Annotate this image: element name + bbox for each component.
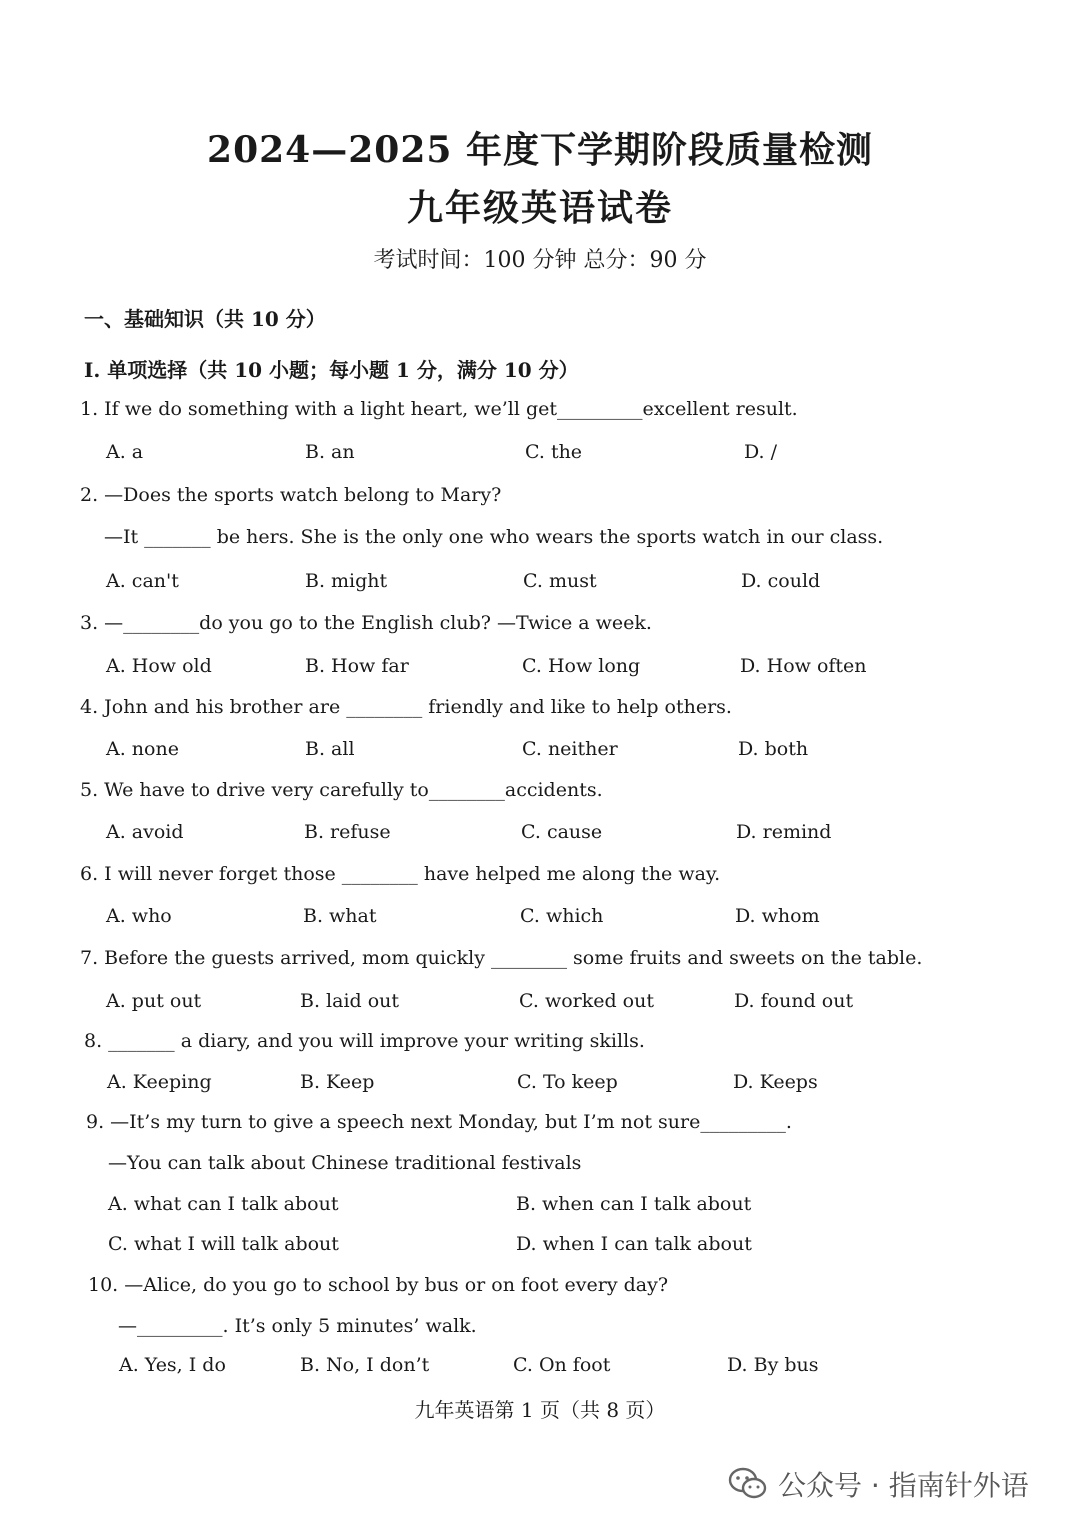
question-text: 3. —________do you go to the English club? —Twice a week. bbox=[80, 612, 652, 634]
watermark-text: 公众号 · 指南针外语 bbox=[778, 1469, 1029, 1502]
part-heading: 一、基础知识（共 10 分） bbox=[84, 307, 326, 331]
question-text: 10. —Alice, do you go to school by bus or on foot every day? bbox=[88, 1274, 669, 1296]
option: D. / bbox=[744, 441, 778, 463]
option: A. How old bbox=[106, 655, 212, 677]
option: B. How far bbox=[305, 655, 409, 677]
option: A. who bbox=[106, 905, 172, 927]
option: D. How often bbox=[740, 655, 867, 677]
question-text: 5. We have to drive very carefully to________accidents. bbox=[80, 779, 603, 801]
option: C. the bbox=[525, 441, 583, 463]
option: D. By bus bbox=[727, 1354, 819, 1376]
option: B. laid out bbox=[300, 990, 400, 1012]
option: A. a bbox=[106, 441, 144, 463]
option: C. what I will talk about bbox=[108, 1233, 339, 1255]
option: D. could bbox=[741, 570, 821, 592]
exam-title: 2024—2025 年度下学期阶段质量检测 bbox=[207, 129, 873, 171]
option: D. remind bbox=[736, 821, 832, 843]
option: A. none bbox=[106, 738, 179, 760]
question-text: —You can talk about Chinese traditional festivals bbox=[108, 1152, 582, 1174]
option: B. an bbox=[305, 441, 355, 463]
option: C. which bbox=[520, 905, 604, 927]
option: A. Yes, I do bbox=[119, 1354, 226, 1376]
option: A. avoid bbox=[106, 821, 184, 843]
section-heading: I. 单项选择（共 10 小题；每小题 1 分，满分 10 分） bbox=[84, 358, 579, 382]
option: D. Keeps bbox=[733, 1071, 818, 1093]
question-text: 4. John and his brother are ________ friendly and like to help others. bbox=[80, 696, 732, 718]
option: C. worked out bbox=[519, 990, 654, 1012]
option: B. when can I talk about bbox=[516, 1193, 752, 1215]
wechat-icon bbox=[728, 1467, 768, 1501]
option: C. must bbox=[523, 570, 597, 592]
exam-meta: 考试时间：100 分钟 总分：90 分 bbox=[373, 248, 707, 273]
option: C. How long bbox=[522, 655, 641, 677]
option: D. both bbox=[738, 738, 809, 760]
question-text: 8. _______ a diary, and you will improve your writing skills. bbox=[84, 1030, 645, 1052]
watermark bbox=[728, 1464, 1029, 1504]
question-text: 6. I will never forget those ________ have helped me along the way. bbox=[80, 863, 721, 885]
question-text: 7. Before the guests arrived, mom quickly ________ some fruits and sweets on the table. bbox=[80, 947, 923, 969]
question-text: —It _______ be hers. She is the only one who wears the sports watch in our class. bbox=[104, 526, 884, 548]
option: B. refuse bbox=[304, 821, 391, 843]
option: D. found out bbox=[734, 990, 854, 1012]
option: B. Keep bbox=[300, 1071, 375, 1093]
option: A. Keeping bbox=[107, 1071, 212, 1093]
option: C. neither bbox=[522, 738, 618, 760]
question-text: 1. If we do something with a light heart, we’ll get_________excellent result. bbox=[80, 398, 798, 420]
page-footer: 九年英语第 1 页（共 8 页） bbox=[414, 1398, 666, 1422]
option: A. what can I talk about bbox=[108, 1193, 339, 1215]
option: C. cause bbox=[521, 821, 603, 843]
option: A. can't bbox=[106, 570, 179, 592]
option: B. might bbox=[305, 570, 388, 592]
question-text: 2. —Does the sports watch belong to Mary? bbox=[80, 484, 502, 506]
option: D. when I can talk about bbox=[516, 1233, 752, 1255]
question-text: —_________. It’s only 5 minutes’ walk. bbox=[118, 1315, 477, 1337]
option: D. whom bbox=[735, 905, 820, 927]
option: B. what bbox=[303, 905, 377, 927]
option: A. put out bbox=[106, 990, 202, 1012]
question-text: 9. —It’s my turn to give a speech next Monday, but I’m not sure_________. bbox=[86, 1111, 792, 1133]
option: B. No, I don’t bbox=[300, 1354, 430, 1376]
exam-subtitle: 九年级英语试卷 bbox=[406, 187, 673, 229]
option: C. To keep bbox=[517, 1071, 618, 1093]
option: B. all bbox=[305, 738, 355, 760]
option: C. On foot bbox=[513, 1354, 611, 1376]
